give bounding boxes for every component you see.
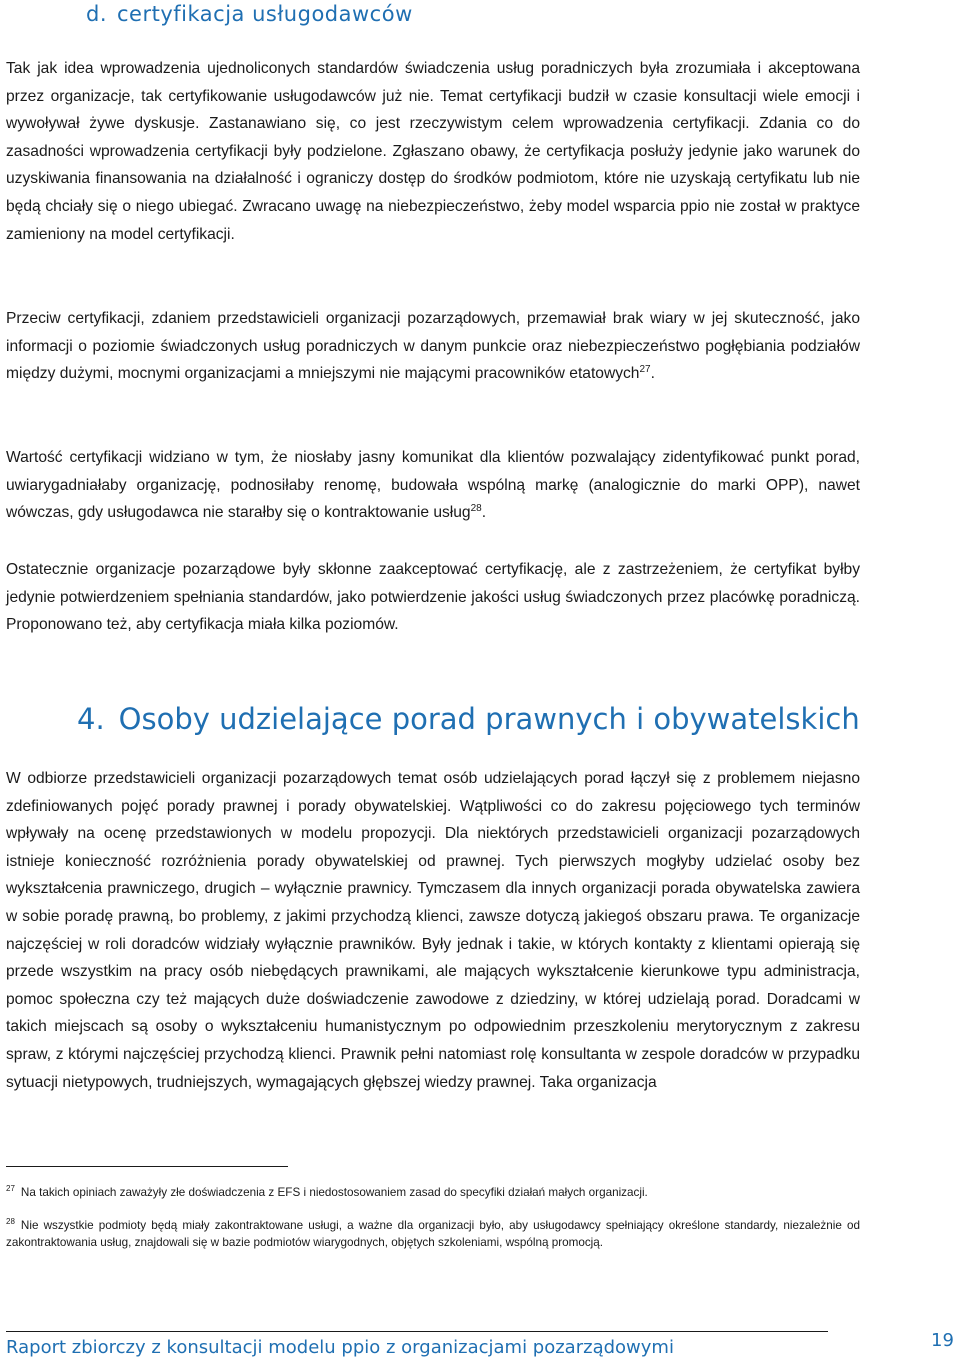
paragraph-end: . <box>650 365 655 383</box>
section-number: d. <box>86 2 108 26</box>
footnote-ref-27[interactable]: 27 <box>639 364 651 375</box>
footer-title: Raport zbiorczy z konsultacji modelu ppio z organizacjami pozarządowymi <box>6 1337 674 1358</box>
footnote-text: Nie wszystkie podmioty będą miały zakontraktowane usługi, a ważne dla organizacji było, aby usługodawcy spełniający określone standardy, niezależnie od zakontraktowania usług, znajdowali się w bazie podmiotów wiarygodnych, objętych szkoleniami, wspólną promocją. <box>6 1218 860 1250</box>
footnote-number: 28 <box>6 1217 15 1226</box>
footnote-number: 27 <box>6 1184 15 1193</box>
section-heading-4 <box>77 702 860 736</box>
footnote-27 <box>6 1180 860 1201</box>
paragraph-text: Wartość certyfikacji widziano w tym, że niosłaby jasny komunikat dla klientów pozwalający zidentyfikować punkt porad, uwiarygadniałaby organizację, podnosiłaby renomę, budowała wspólną markę (analogicznie do marki OPP), nawet wówczas, gdy usługodawca nie starałby się o kontraktowanie usług <box>6 449 860 522</box>
paragraph-value-of-certification <box>6 444 860 527</box>
paragraph-end: . <box>481 504 487 522</box>
page-number: 19 <box>931 1330 954 1351</box>
paragraph-text: W odbiorze przedstawicieli organizacji pozarządowych temat osób udzielających porad łączył się z problemem niejasno zdefiniowanych pojęć porady prawnej i porady obywatelskiej. Wątpliwości co do zakresu pojęciowego tych terminów wpływały na ocenę przedstawionych w modelu propozycji. Dla niektórych przedstawicieli organizacji pozarządowych istnieje konieczność rozróżnienia porady obywatelskiej od prawnej. Tych pierwszych mogłyby udzielać osoby bez wykształcenia prawniczego, drugich – wyłącznie prawnicy. Tymczasem dla innych organizacji porada obywatelska zawiera w sobie poradę prawną, bo problemy, z jakimi przychodzą klienci, zawsze dotyczą jakiegoś obszaru prawa. Te organizacje najczęściej w roli doradców widziały wyłącznie prawników. Były jednak i takie, w których kontakty z klientami opierają się przede wszystkim na pracy osób niebędących prawnikami, ale mających wykształcenie kierunkowe typu administracja, pomoc społeczna czy też mających duże doświadczenie zawodowe z dziedziny, w której udzielają porad. Doradcami w takich miejscach są osoby o wykształceniu humanistycznym po odpowiednim przeszkoleniu merytorycznym z zakresu spraw, z którymi najczęściej przychodzą klienci. Prawnik pełni natomiast rolę konsultanta w zespole doradców w przypadku sytuacji nietypowych, trudniejszych, wymagających głębszej wiedzy prawnej. Taka organizacja <box>6 770 860 1091</box>
footnote-ref-28[interactable]: 28 <box>470 503 482 514</box>
section-title: certyfikacja usługodawców <box>117 2 413 26</box>
paragraph-text: Ostatecznie organizacje pozarządowe były skłonne zaakceptować certyfikację, ale z zastrzeżeniem, że certyfikat byłby jedynie potwierdzeniem spełniania standardów, jako potwierdzenie jakości usług świadczonych przez placówkę poradniczą. Proponowano też, aby certyfikacja miała kilka poziomów. <box>6 561 860 634</box>
footnote-separator <box>6 1166 288 1167</box>
footer-separator <box>6 1331 828 1332</box>
paragraph-certification-intro <box>6 55 860 248</box>
paragraph-advisors <box>6 765 860 1096</box>
section-heading-d <box>86 2 413 26</box>
paragraph-text: Przeciw certyfikacji, zdaniem przedstawicieli organizacji pozarządowych, przemawiał brak wiary w jej skuteczność, jako informacji o poziomie świadczonych usług poradniczych w danym punkcie oraz niebezpieczeństwo pogłębiania podziałów między dużymi, mocnymi organizacjami a mniejszymi nie mającymi pracowników etatowych <box>6 310 860 383</box>
paragraph-against-certification <box>6 305 860 388</box>
section-number: 4. <box>77 702 105 736</box>
paragraph-conclusion <box>6 556 860 639</box>
footnote-text: Na takich opiniach zaważyły złe doświadczenia z EFS i niedostosowaniem zasad do specyfiki działań małych organizacji. <box>20 1185 648 1199</box>
footnote-28 <box>6 1213 860 1252</box>
paragraph-text: Tak jak idea wprowadzenia ujednoliconych standardów świadczenia usług poradniczych była zrozumiała i akceptowana przez organizacje, tak certyfikowanie usługodawców już nie. Temat certyfikacji budził w czasie konsultacji wiele emocji i wywoływał żywe dyskusje. Zastanawiano się, co jest rzeczywistym celem wprowadzenia certyfikacji. Zdania co do zasadności wprowadzenia certyfikacji były podzielone. Zgłaszano obawy, że certyfikacja posłuży jedynie jako warunek do uzyskiwania finansowania na działalność i ograniczy dostęp do środków podmiotom, które nie uzyskają certyfikatu lub nie będą chciały się o niego ubiegać. Zwracano uwagę na niebezpieczeństwo, żeby model wsparcia ppio nie został w praktyce zamieniony na model certyfikacji. <box>6 60 860 243</box>
section-title: Osoby udzielające porad prawnych i obywatelskich <box>118 702 860 736</box>
